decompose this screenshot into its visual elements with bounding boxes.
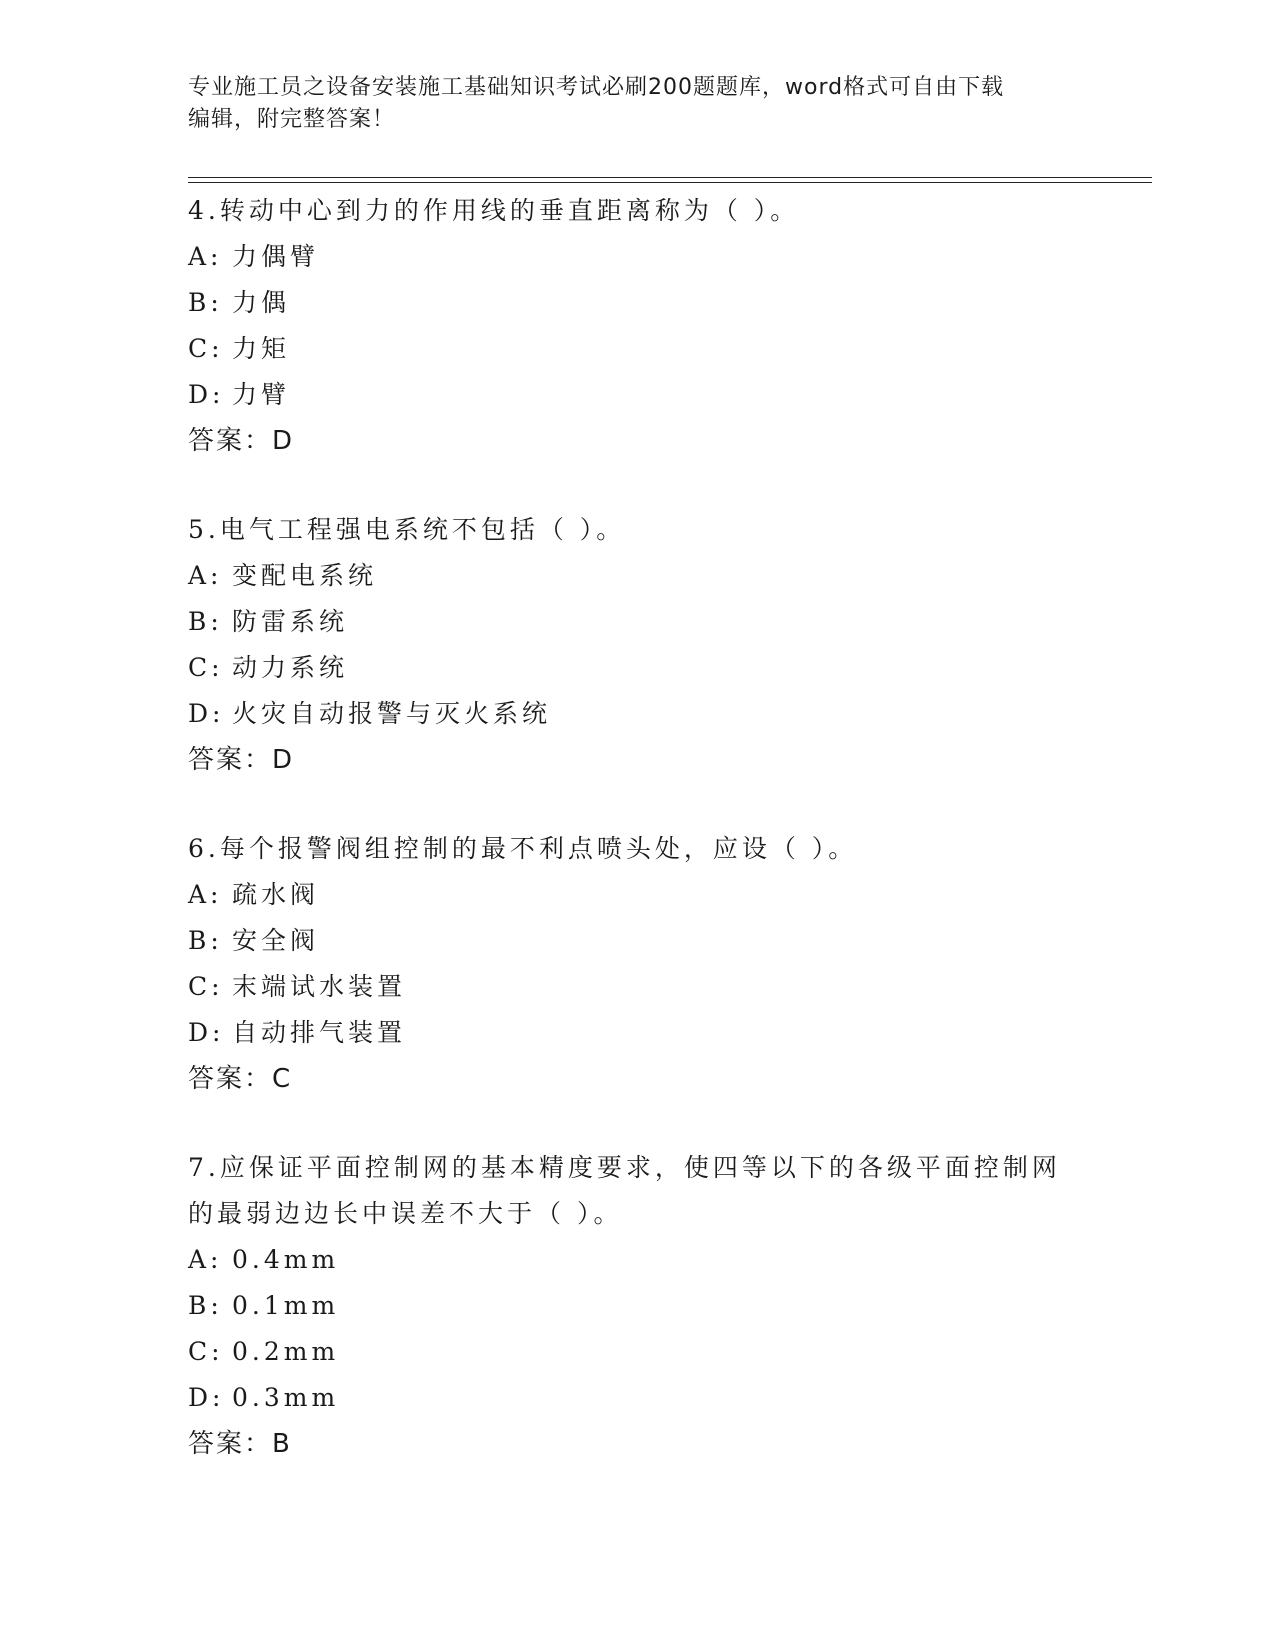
option-text: 动力系统 (232, 653, 349, 682)
header-divider-top (188, 177, 1152, 178)
option-b (188, 599, 1088, 645)
option-letter: D: (188, 380, 225, 409)
option-letter: B: (188, 288, 223, 317)
option-letter: C: (188, 653, 224, 682)
option-text: 安全阀 (232, 926, 320, 955)
document-header (188, 72, 1068, 136)
option-letter: B: (188, 926, 223, 955)
option-a (188, 1237, 1088, 1283)
answer-line: 答案：B (188, 1429, 292, 1459)
option-text: 力偶 (232, 288, 291, 317)
answer-line: 答案：C (188, 1064, 293, 1094)
option-d (188, 1010, 1088, 1056)
option-letter: C: (188, 334, 224, 363)
header-line-1: 专业施工员之设备安装施工基础知识考试必刷200题题库，word格式可自由下载 (188, 75, 1005, 100)
option-text: 防雷系统 (232, 607, 349, 636)
option-text: 自动排气装置 (232, 1018, 407, 1047)
option-text: 0.4mm (232, 1245, 340, 1274)
question-6 (188, 826, 1088, 1102)
option-letter: B: (188, 1291, 223, 1320)
question-5 (188, 507, 1088, 783)
question-title: 6.每个报警阀组控制的最不利点喷头处，应设（ ）。 (188, 834, 858, 863)
option-letter: D: (188, 1383, 225, 1412)
option-b (188, 1283, 1088, 1329)
option-letter: D: (188, 699, 225, 728)
option-text: 0.2mm (232, 1337, 340, 1366)
option-b (188, 280, 1088, 326)
option-letter: D: (188, 1018, 225, 1047)
option-c (188, 326, 1088, 372)
header-line-2: 编辑，附完整答案！ (188, 107, 396, 132)
option-letter: A: (188, 561, 223, 590)
option-c (188, 1329, 1088, 1375)
option-a (188, 872, 1088, 918)
option-letter: B: (188, 607, 223, 636)
option-c (188, 645, 1088, 691)
option-text: 变配电系统 (232, 561, 378, 590)
option-d (188, 1375, 1088, 1421)
option-letter: C: (188, 972, 224, 1001)
option-letter: A: (188, 1245, 223, 1274)
option-text: 疏水阀 (232, 880, 320, 909)
option-b (188, 918, 1088, 964)
option-text: 力臂 (232, 380, 291, 409)
header-divider-bottom (188, 182, 1152, 183)
question-7 (188, 1145, 1088, 1467)
option-text: 力偶臂 (232, 242, 320, 271)
question-title: 7.应保证平面控制网的基本精度要求，使四等以下的各级平面控制网的最弱边边长中误差不大于（ ）。 (188, 1153, 1061, 1228)
option-text: 0.3mm (232, 1383, 340, 1412)
option-a (188, 553, 1088, 599)
question-title: 4.转动中心到力的作用线的垂直距离称为（ ）。 (188, 196, 800, 225)
option-letter: C: (188, 1337, 224, 1366)
option-d (188, 691, 1088, 737)
option-letter: A: (188, 880, 223, 909)
option-text: 火灾自动报警与灭火系统 (232, 699, 552, 728)
option-text: 力矩 (232, 334, 291, 363)
option-text: 末端试水装置 (232, 972, 407, 1001)
option-letter: A: (188, 242, 223, 271)
question-title: 5.电气工程强电系统不包括（ ）。 (188, 515, 626, 544)
option-a (188, 234, 1088, 280)
answer-line: 答案：D (188, 745, 295, 775)
option-text: 0.1mm (232, 1291, 340, 1320)
option-d (188, 372, 1088, 418)
option-c (188, 964, 1088, 1010)
answer-line: 答案：D (188, 426, 295, 456)
question-4 (188, 188, 1088, 464)
